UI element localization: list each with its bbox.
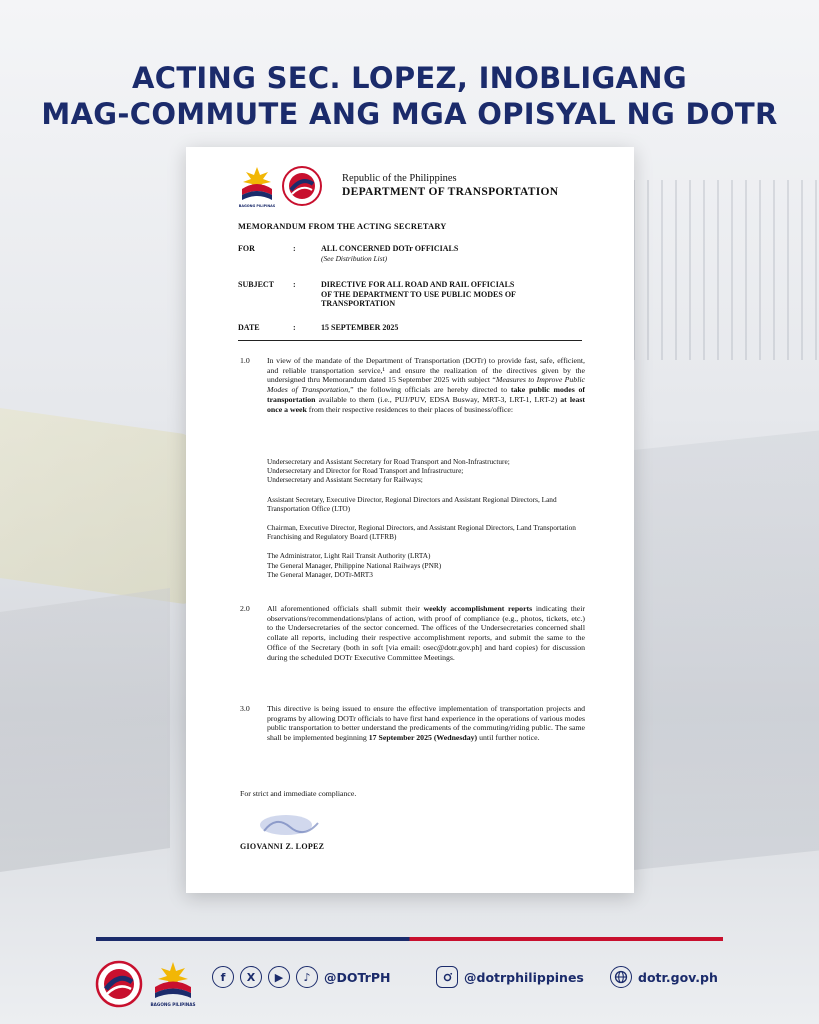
closing-line: For strict and immediate compliance. (240, 789, 357, 798)
para-2 (267, 604, 585, 662)
subject-line-3: TRANSPORTATION (321, 299, 396, 309)
globe-icon[interactable] (610, 966, 632, 988)
memo-letterhead (238, 165, 578, 209)
bg-road-shape (0, 588, 170, 872)
bagong-pilipinas-logo-icon (238, 165, 276, 209)
website-link[interactable]: dotr.gov.ph (638, 969, 718, 985)
list-item: Undersecretary and Assistant Secretary for Railways; (267, 475, 423, 485)
distribution-list (267, 457, 585, 589)
para-1-text-b: ” the following officials are hereby directed to (350, 385, 511, 395)
date-colon: : (293, 323, 296, 332)
subject-colon: : (293, 280, 296, 289)
para-1-text-a: In view of the mandate of the Department of Transportation (DOTr) to provide fast, safe, efficient, and reliable transportation service,¹ and ensure the realization of the directives given by the undersigned thru Memorandum dated 15 September 2025 with subject “ (267, 356, 585, 385)
headline-line-2: MAG-COMMUTE ANG MGA OPISYAL NG DOTR (41, 97, 778, 131)
department-text: DEPARTMENT OF TRANSPORTATION (342, 186, 559, 198)
social-group-instagram (436, 966, 584, 988)
para-3-text-a: This directive is being issued to ensure the effective implementation of transportation projects and programs by allowing DOTr officials to have first hand experience in the operations of various modes public transportation to better understand the predicaments of the commuting/riding public. The same shall be implemented beginning (267, 704, 585, 743)
list-item: The General Manager, DOTr-MRT3 (267, 569, 373, 579)
list-group-4 (267, 551, 585, 579)
para-2-number: 2.0 (240, 604, 250, 613)
memo-title: MEMORANDUM FROM THE ACTING SECRETARY (238, 222, 447, 231)
para-1-italic: Measures to Improve Public Modes of Transportation, (267, 375, 585, 395)
date-label: DATE (238, 323, 260, 332)
footer-logo-caption: BAGONG PILIPINAS (150, 1002, 196, 1007)
bagong-pilipinas-footer-icon (150, 960, 196, 1008)
website-group (610, 966, 718, 988)
headline-line-1: ACTING SEC. LOPEZ, INOBLIGANG (132, 61, 687, 95)
tiktok-icon[interactable]: ♪ (296, 966, 318, 988)
list-item: Assistant Secretary, Executive Director, Regional Directors and Assistant Regional Directors, Land Transportation Office (LTO) (267, 494, 557, 513)
dotr-seal-footer-icon (95, 960, 143, 1008)
para-1 (267, 356, 585, 414)
para-1-bold-b: at least once a week (267, 394, 585, 414)
instagram-handle[interactable]: @dotrphilippines (464, 969, 584, 985)
footer-divider (96, 937, 723, 941)
logo-caption: BAGONG PILIPINAS (238, 204, 276, 208)
x-icon[interactable]: X (240, 966, 262, 988)
memorandum-document (186, 147, 634, 893)
para-2-text-b: indicating their observations/recommendations/plans of action, with proof of compliance (e.g., photos, tickets, etc.) to the Undersecretaries of the sector concerned. The offices of the Undersecretaries concerned shall collate all reports, including their respective accomplishment reports, and submit the same to the Office of the Secretary (both in soft [via email: osec@dotr.gov.ph] and hard copies) for discussion during the scheduled DOTr Executive Committee Meetings. (267, 604, 585, 662)
for-colon: : (293, 244, 296, 253)
para-3-text-b: until further notice. (477, 733, 540, 743)
list-item: The General Manager, Philippine National Railways (PNR) (267, 560, 442, 570)
para-3-number: 3.0 (240, 704, 250, 713)
list-item: Undersecretary and Director for Road Transport and Infrastructure; (267, 466, 464, 476)
agency-name (342, 173, 558, 199)
youtube-icon[interactable]: ▶ (268, 966, 290, 988)
para-2-text-a: All aforementioned officials shall submit their (267, 604, 424, 613)
para-1-text-c: available to them (i.e., PUJ/PUV, EDSA Busway, MRT-3, LRT-1, LRT-2) (315, 394, 561, 404)
for-sub: (See Distribution List) (321, 253, 388, 263)
list-item: Undersecretary and Assistant Secretary for Road Transport and Non-Infrastructure; (267, 457, 510, 466)
dotr-seal-icon (282, 166, 322, 206)
facebook-icon[interactable]: f (212, 966, 234, 988)
subject-value (321, 280, 561, 309)
for-value (321, 244, 561, 263)
para-1-bold-a: take public modes of transportation (267, 385, 585, 404)
date-value: 15 SEPTEMBER 2025 (321, 323, 399, 332)
para-3 (267, 704, 585, 743)
list-item: The Administrator, Light Rail Transit Authority (LRTA) (267, 551, 431, 561)
subject-line-1: DIRECTIVE FOR ALL ROAD AND RAIL OFFICIALS (321, 280, 515, 289)
bg-railing-shape (619, 180, 819, 360)
subject-label: SUBJECT (238, 280, 275, 289)
instagram-icon[interactable] (436, 966, 458, 988)
divider-rule (238, 340, 582, 341)
bg-bus-shape (0, 405, 190, 605)
para-3-bold: 17 September 2025 (Wednesday) (368, 733, 478, 743)
list-group-3 (267, 523, 585, 541)
list-group-2 (267, 495, 585, 513)
republic-text: Republic of the Philippines (342, 173, 457, 184)
for-recipients: ALL CONCERNED DOTr OFFICIALS (321, 244, 459, 253)
signer-name: GIOVANNI Z. LOPEZ (240, 842, 325, 851)
headline (0, 60, 819, 132)
para-1-number: 1.0 (240, 356, 250, 365)
social-group-main (212, 966, 390, 988)
list-group-1 (267, 457, 585, 485)
tiktok-handle[interactable]: @DOTrPH (324, 969, 391, 985)
signature-blur (256, 811, 326, 843)
for-label: FOR (238, 244, 255, 253)
bg-building-shape (629, 429, 819, 870)
list-item: Chairman, Executive Director, Regional Directors, and Assistant Regional Directors, Land Transportation Franchising and Regulatory Board (LTFRB) (267, 523, 576, 542)
para-2-bold: weekly accomplishment reports (423, 604, 533, 613)
para-1-text-d: from their respective residences to their places of business/office: (306, 404, 514, 414)
subject-line-2: OF THE DEPARTMENT TO USE PUBLIC MODES OF (321, 289, 516, 299)
